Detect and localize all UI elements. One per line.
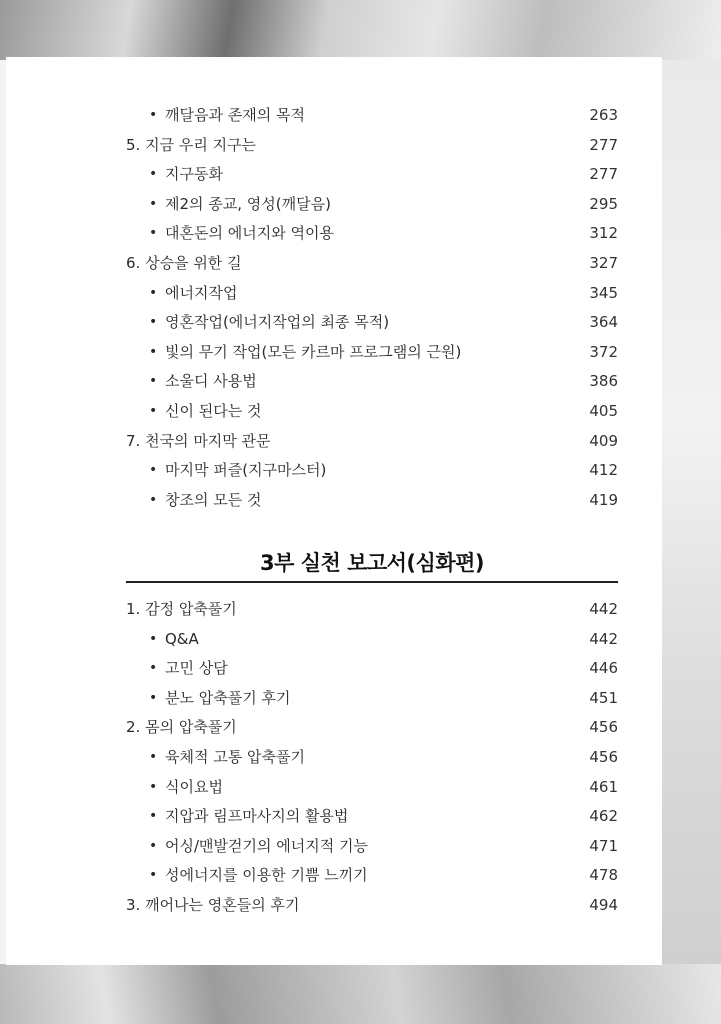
bullet-icon: • [149, 689, 158, 706]
toc-page-number: 277 [589, 165, 618, 184]
toc-chapter-row [126, 894, 618, 916]
background-photo-top [0, 0, 721, 60]
toc-section-row [149, 628, 618, 650]
toc-entry-label [149, 459, 326, 481]
toc-section-row [149, 864, 618, 886]
toc-entry-label [149, 104, 305, 126]
toc-page-number: 295 [589, 194, 618, 213]
toc-entry-text: 3. 깨어나는 영혼들의 후기 [126, 896, 300, 914]
toc-entry-label [149, 835, 368, 857]
background-photo-bottom [0, 964, 721, 1024]
toc-entry-label [149, 657, 228, 679]
toc-page-number: 451 [589, 688, 618, 707]
toc-entry-text: Q&A [165, 629, 199, 648]
toc-entry-text: 지압과 림프마사지의 활용법 [165, 807, 349, 826]
toc-entry-label [149, 193, 331, 215]
toc-entry-text: 지구동화 [165, 165, 223, 184]
toc-entry-text: 성에너지를 이용한 기쁨 느끼기 [165, 866, 368, 885]
toc-entry-label [126, 134, 256, 156]
toc-page-number: 372 [589, 342, 618, 361]
bullet-icon: • [149, 778, 158, 795]
background-photo-right [662, 60, 721, 964]
toc-entry-label [126, 252, 242, 274]
toc-entry-text: 제2의 종교, 영성(깨달음) [165, 194, 331, 213]
toc-section-row [149, 400, 618, 422]
table-of-contents [6, 57, 662, 965]
bullet-icon: • [149, 660, 158, 677]
toc-entry-label [149, 687, 290, 709]
toc-entry-text: 영혼작업(에너지작업의 최종 목적) [165, 313, 390, 332]
toc-entry-label [149, 222, 334, 244]
toc-entry-label [149, 628, 199, 650]
toc-entry-label [126, 598, 237, 620]
bullet-icon: • [149, 837, 158, 854]
toc-page-number: 419 [589, 490, 618, 509]
toc-entry-label [149, 776, 223, 798]
toc-entry-text: 6. 상승을 위한 길 [126, 254, 242, 272]
toc-chapter-row [126, 716, 618, 738]
toc-page-number: 446 [589, 659, 618, 678]
toc-entry-label [149, 864, 368, 886]
toc-entry-label [149, 489, 261, 511]
toc-entry-text: 1. 감정 압축풀기 [126, 600, 237, 618]
toc-entry-text: 고민 상담 [165, 659, 228, 678]
bullet-icon: • [149, 343, 158, 360]
toc-page-number: 345 [589, 283, 618, 302]
toc-entry-text: 빛의 무기 작업(모든 카르마 프로그램의 근원) [165, 342, 462, 361]
toc-section-row [149, 163, 618, 185]
bullet-icon: • [149, 403, 158, 419]
toc-entry-label [149, 311, 389, 333]
toc-section-row [149, 805, 618, 827]
toc-entry-text: 대혼돈의 에너지와 역이용 [165, 224, 334, 243]
toc-entry-label [126, 716, 237, 738]
toc-section-row [149, 370, 618, 392]
toc-entry-text: 7. 천국의 마지막 관문 [126, 431, 271, 450]
toc-page-number: 456 [589, 748, 618, 766]
toc-page-number: 442 [589, 629, 618, 648]
toc-page-number: 409 [589, 431, 618, 450]
toc-section-row [149, 282, 618, 304]
bullet-icon: • [149, 749, 158, 765]
toc-entry-label [149, 282, 237, 304]
bullet-icon: • [149, 225, 158, 242]
bullet-icon: • [149, 166, 158, 183]
toc-section-row [149, 311, 618, 333]
toc-page-number: 327 [589, 254, 618, 272]
toc-entry-text: 어싱/맨발걷기의 에너지적 기능 [165, 836, 368, 855]
toc-page-number: 442 [589, 600, 618, 618]
toc-entry-text: 깨달음과 존재의 목적 [165, 106, 305, 124]
toc-entry-text: 에너지작업 [165, 283, 238, 302]
toc-page-number: 405 [589, 402, 618, 420]
toc-section-row [149, 489, 618, 511]
bullet-icon: • [149, 867, 158, 884]
toc-entry-text: 창조의 모든 것 [165, 490, 262, 509]
toc-chapter-row [126, 598, 618, 620]
bullet-icon: • [149, 314, 158, 331]
toc-entry-label [149, 341, 461, 363]
toc-page-number: 386 [589, 372, 618, 391]
toc-chapter-row [126, 430, 618, 452]
toc-page-number: 462 [589, 807, 618, 826]
toc-section-row [149, 776, 618, 798]
toc-entry-text: 식이요법 [165, 777, 223, 796]
toc-page-number: 471 [589, 836, 618, 855]
toc-page-number: 277 [589, 135, 618, 154]
toc-page-number: 461 [589, 777, 618, 796]
toc-page-number: 263 [589, 106, 618, 124]
toc-section-row [149, 835, 618, 857]
toc-entry-label [149, 370, 257, 392]
toc-entry-label [149, 746, 305, 768]
toc-page [6, 57, 662, 965]
toc-entry-text: 분노 압축풀기 후기 [165, 688, 291, 707]
bullet-icon: • [149, 107, 158, 123]
bullet-icon: • [149, 491, 158, 508]
toc-entry-label [149, 400, 261, 422]
toc-entry-text: 2. 몸의 압축풀기 [126, 718, 237, 737]
bullet-icon: • [149, 808, 158, 825]
toc-entry-text: 마지막 퍼즐(지구마스터) [165, 461, 327, 480]
toc-entry-label [149, 163, 223, 185]
part-3-title: 3부 실천 보고서(심화편) [259, 551, 484, 575]
toc-page-number: 312 [589, 224, 618, 243]
toc-entry-text: 육체적 고통 압축풀기 [165, 748, 305, 766]
bullet-icon: • [149, 195, 158, 212]
toc-page-number: 412 [589, 461, 618, 480]
bullet-icon: • [149, 284, 158, 301]
toc-section-row [149, 222, 618, 244]
toc-section-row [149, 746, 618, 768]
toc-page-number: 494 [589, 896, 618, 914]
toc-entry-text: 5. 지금 우리 지구는 [126, 135, 257, 154]
toc-section-row [149, 341, 618, 363]
toc-entry-label [126, 894, 300, 916]
title-divider [126, 581, 618, 583]
toc-entry-label [126, 430, 271, 452]
toc-chapter-row [126, 134, 618, 156]
toc-section-row [149, 193, 618, 215]
toc-section-row [149, 104, 618, 126]
toc-entry-label [149, 805, 348, 827]
toc-entry-text: 소울디 사용법 [165, 372, 257, 391]
toc-section-row [149, 687, 618, 709]
bullet-icon: • [149, 373, 158, 390]
toc-entry-text: 신이 된다는 것 [165, 402, 262, 420]
toc-page-number: 478 [589, 866, 618, 885]
toc-page-number: 456 [589, 718, 618, 737]
bullet-icon: • [149, 630, 158, 647]
toc-section-row [149, 459, 618, 481]
toc-page-number: 364 [589, 313, 618, 332]
toc-section-row [149, 657, 618, 679]
bullet-icon: • [149, 462, 158, 479]
toc-chapter-row [126, 252, 618, 274]
